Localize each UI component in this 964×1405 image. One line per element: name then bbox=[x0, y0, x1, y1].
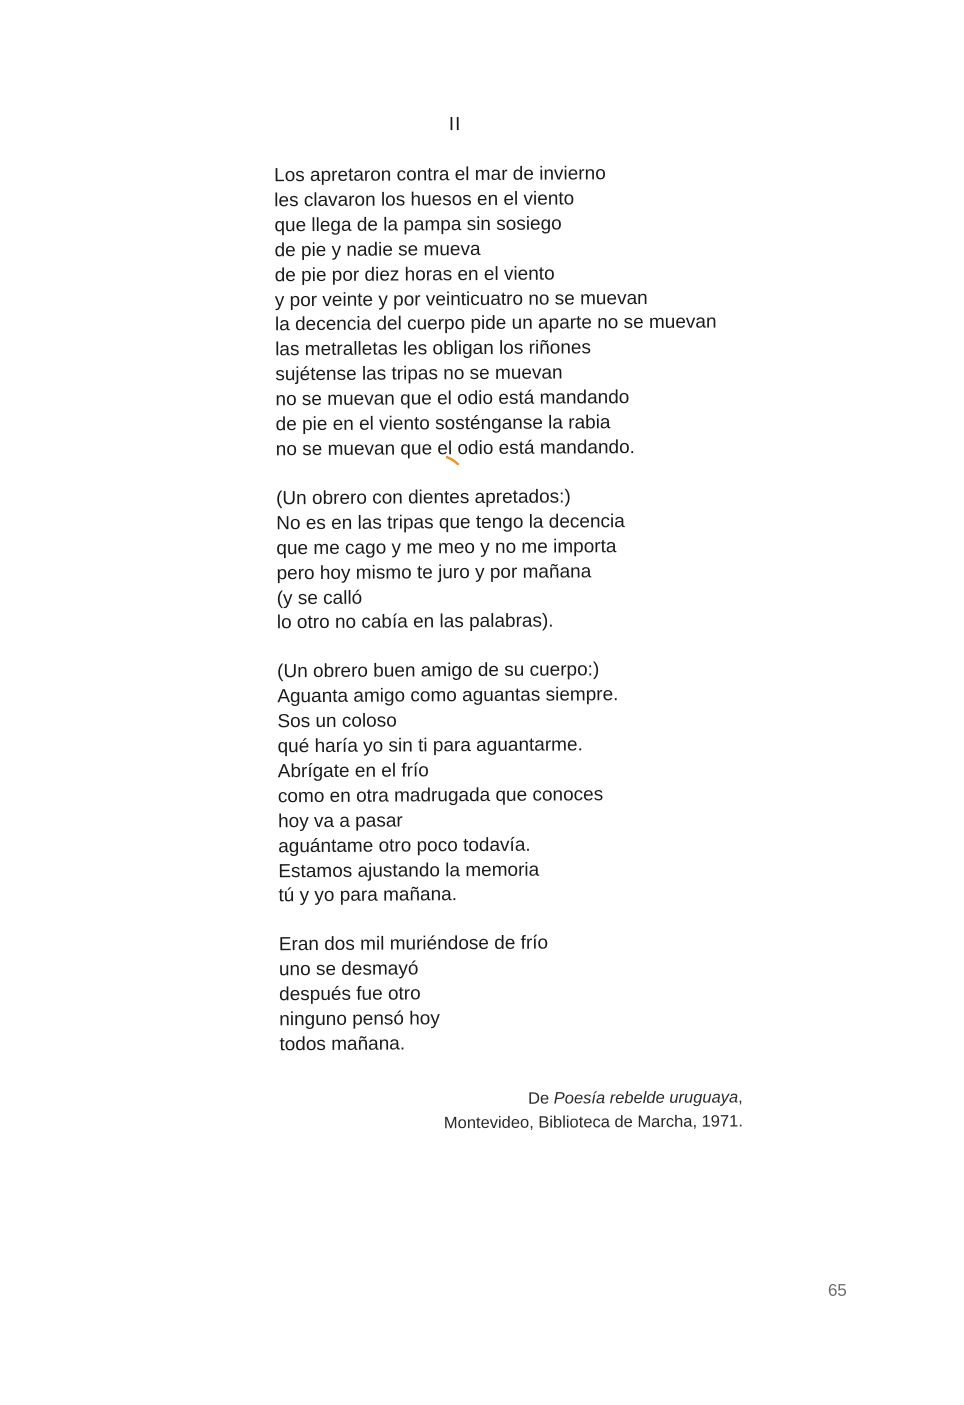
poem-line: lo otro no cabía en las palabras). bbox=[276, 610, 554, 634]
poem-line: sujétense las tripas no se muevan bbox=[275, 362, 563, 386]
pen-mark-icon bbox=[446, 455, 460, 465]
poem-line: Sos un coloso bbox=[277, 710, 397, 733]
citation-source-line bbox=[343, 1085, 743, 1111]
poem-line: (Un obrero con dientes apretados:) bbox=[276, 486, 571, 510]
stanza-1 bbox=[274, 161, 796, 463]
poem-line: de pie por diez horas en el viento bbox=[274, 263, 555, 286]
poem-line: como en otra madrugada que conoces bbox=[277, 784, 604, 808]
poem-line: no se muevan que el odio está mandando. bbox=[275, 437, 635, 461]
poem-line: pero hoy mismo te juro y por mañana bbox=[276, 560, 592, 584]
poem-line: que llega de la pampa sin sosiego bbox=[274, 213, 562, 237]
poem-line: uno se desmayó bbox=[278, 958, 419, 981]
stanza-2 bbox=[276, 484, 797, 637]
poem-line: y por veinte y por veinticuatro no se muevan bbox=[274, 287, 648, 311]
poem-line: de pie y nadie se mueva bbox=[274, 238, 481, 261]
poem-line: aguántame otro poco todavía. bbox=[278, 834, 531, 857]
poem-line: hoy va a pasar bbox=[277, 810, 403, 832]
citation-publication: Montevideo, Biblioteca de Marcha, 1971. bbox=[443, 1112, 743, 1133]
poem-line: Eran dos mil muriéndose de frío bbox=[278, 932, 549, 956]
citation-suffix: , bbox=[738, 1088, 743, 1107]
poem-line: qué haría yo sin ti para aguantarme. bbox=[277, 734, 583, 758]
poem-line: no se muevan que el odio está mandando bbox=[275, 387, 630, 411]
poem-line: les clavaron los huesos en el viento bbox=[274, 188, 575, 212]
poem-line: (Un obrero buen amigo de su cuerpo:) bbox=[277, 659, 600, 683]
poem-line: ninguno pensó hoy bbox=[279, 1008, 440, 1031]
poem-line: tú y yo para mañana. bbox=[278, 884, 458, 907]
stanza-3 bbox=[277, 657, 799, 909]
poem-line: Abrígate en el frío bbox=[277, 760, 429, 783]
poem-line: la decencia del cuerpo pide un aparte no se muevan bbox=[274, 311, 717, 336]
poem-line: Los apretaron contra el mar de invierno bbox=[274, 163, 606, 187]
poem-line: de pie en el viento sosténganse la rabia bbox=[275, 412, 611, 436]
poem-line: después fue otro bbox=[279, 983, 421, 1006]
section-number: II bbox=[448, 114, 462, 136]
citation bbox=[343, 1085, 743, 1135]
page-number: 65 bbox=[827, 1280, 847, 1300]
citation-book-title: Poesía rebelde uruguaya bbox=[553, 1088, 739, 1108]
poem-line: que me cago y me meo y no me importa bbox=[276, 535, 617, 559]
poem-line: No es en las tripas que tengo la decencia bbox=[276, 510, 625, 535]
poem-line: las metralletas les obligan los riñones bbox=[275, 337, 592, 361]
poem-body bbox=[274, 161, 800, 1082]
poem-line: todos mañana. bbox=[279, 1033, 406, 1056]
poem-line: Aguanta amigo como aguantas siempre. bbox=[277, 684, 619, 708]
poem-line: (y se calló bbox=[276, 587, 363, 609]
citation-prefix: De bbox=[528, 1089, 550, 1108]
stanza-4 bbox=[279, 930, 800, 1058]
poem-line: Estamos ajustando la memoria bbox=[278, 859, 540, 882]
